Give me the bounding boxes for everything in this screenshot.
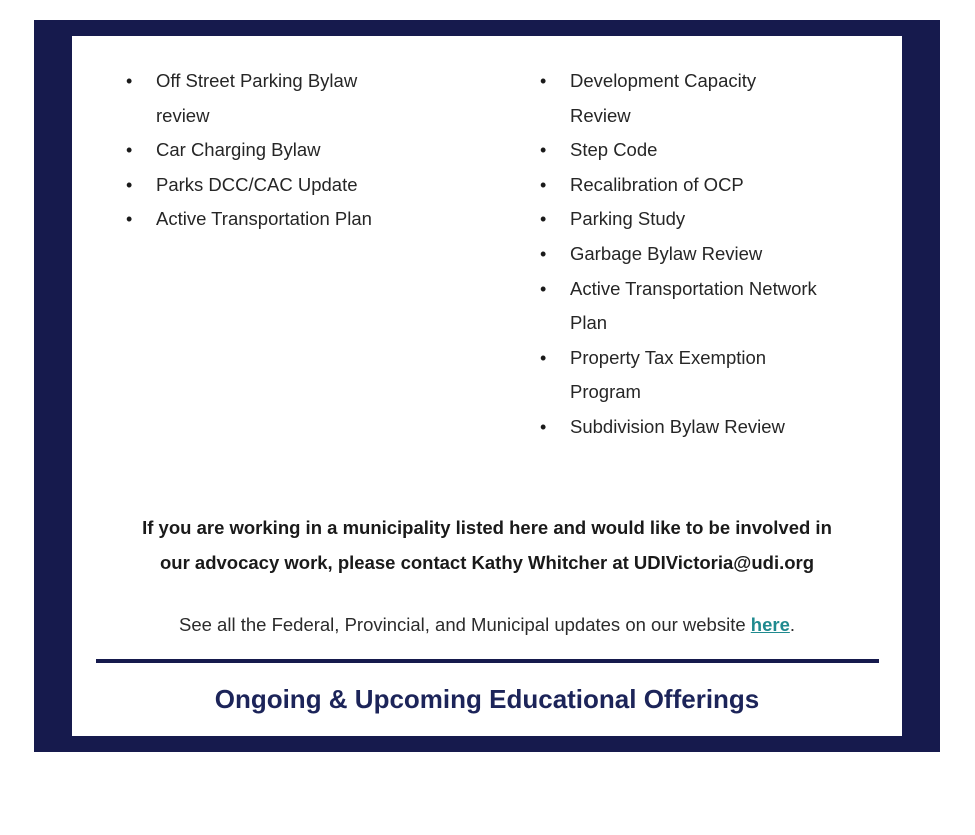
bullet-icon: • — [540, 174, 547, 195]
bullet-icon: • — [540, 243, 547, 264]
advocacy-callout — [92, 510, 882, 580]
bullet-icon: • — [540, 278, 547, 299]
bullet-icon: • — [126, 209, 133, 230]
list-item: • Parks DCC/CAC Update — [126, 168, 416, 203]
bullet-icon: • — [540, 209, 547, 230]
bullet-icon: • — [126, 71, 133, 91]
updates-line — [72, 612, 902, 638]
updates-text: See all the Federal, Provincial, and Municipal updates on our website — [179, 614, 751, 635]
list-item: • Subdivision Bylaw Review — [540, 410, 830, 445]
list-item: • Garbage Bylaw Review — [540, 237, 830, 272]
website-link[interactable]: here — [750, 614, 790, 635]
list-item: • Active Transportation Network Plan — [540, 272, 830, 341]
bullet-icon: • — [540, 416, 547, 437]
list-item: • Parking Study — [540, 202, 830, 237]
bullet-icon: • — [126, 140, 133, 161]
newsletter-card — [72, 36, 902, 736]
list-item: • Off Street Parking Bylaw review — [126, 64, 416, 133]
list-item: • Property Tax Exemption Program — [540, 341, 830, 410]
bullet-icon: • — [540, 71, 547, 91]
bullet-icon: • — [540, 347, 547, 368]
list-item: • Recalibration of OCP — [540, 168, 830, 203]
section-divider — [96, 659, 879, 663]
updates-suffix: . — [789, 614, 795, 635]
right-bullet-list — [540, 64, 830, 445]
newsletter-frame — [34, 20, 940, 752]
bullet-icon: • — [126, 174, 133, 195]
bylaw-columns — [72, 64, 902, 464]
list-item: • Development Capacity Review — [540, 64, 830, 133]
callout-line-2: our advocacy work, please contact Kathy Whitcher at UDIVictoria@udi.org — [159, 552, 815, 573]
bullet-icon: • — [540, 140, 547, 161]
list-item: • Car Charging Bylaw — [126, 133, 416, 168]
callout-line-1: If you are working in a municipality listed here and would like to be involved in — [142, 517, 832, 538]
list-item: • Active Transportation Plan — [126, 202, 416, 237]
list-item: • Step Code — [540, 133, 830, 168]
section-heading: Ongoing & Upcoming Educational Offerings — [214, 684, 760, 714]
left-bullet-list — [126, 64, 416, 237]
